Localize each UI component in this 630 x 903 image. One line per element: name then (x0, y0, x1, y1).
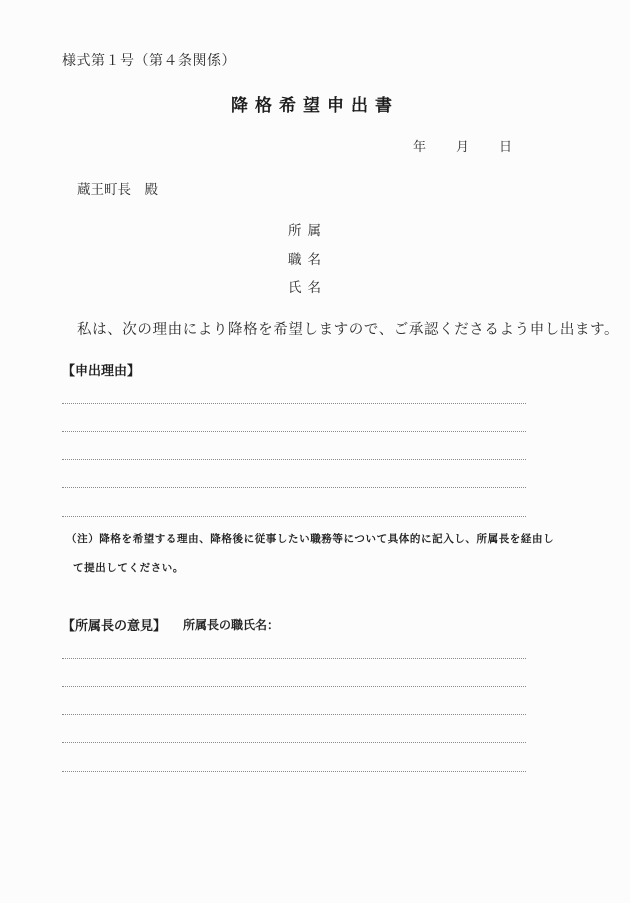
year-label: 年 (413, 140, 427, 155)
applicant-name-field[interactable] (288, 276, 327, 296)
reason-line-1[interactable] (62, 403, 526, 404)
affiliation-label: 所属 (288, 223, 327, 239)
form-number: 様式第１号（第４条関係） (62, 53, 236, 69)
chief-name-field[interactable] (183, 616, 279, 633)
chief-opinion-line-4[interactable] (62, 742, 526, 743)
chief-opinion-line-2[interactable] (62, 686, 526, 687)
reason-heading: 【申出理由】 (62, 364, 141, 379)
name-label: 氏名 (288, 280, 327, 296)
reason-line-5[interactable] (62, 516, 526, 517)
request-statement: 私は、次の理由により降格を希望しますので、ご承認くださるよう申し出ます。 (77, 322, 620, 338)
month-label: 月 (456, 140, 470, 155)
chief-name-label: 所属長の職氏名： (183, 618, 280, 632)
addressee: 蔵王町長 殿 (77, 182, 158, 198)
date-row (413, 136, 512, 155)
position-label: 職名 (288, 252, 327, 268)
chief-opinion-line-1[interactable] (62, 658, 526, 659)
document-title: 降格希望申出書 (231, 96, 399, 116)
month-field[interactable] (456, 136, 499, 155)
reason-line-4[interactable] (62, 487, 526, 488)
applicant-affiliation-field[interactable] (288, 219, 327, 239)
chief-opinion-line-3[interactable] (62, 714, 526, 715)
note-line-2: て提出してください。 (73, 562, 184, 574)
reason-line-2[interactable] (62, 431, 526, 432)
chief-opinion-line-5[interactable] (62, 771, 526, 772)
applicant-position-field[interactable] (288, 248, 327, 268)
note-line-1: （注）降格を希望する理由、降格後に従事したい職務等について具体的に記入し、所属長を経由し (66, 533, 555, 545)
day-field[interactable] (499, 136, 512, 155)
reason-line-3[interactable] (62, 459, 526, 460)
day-label: 日 (499, 140, 513, 155)
year-field[interactable] (413, 136, 456, 155)
chief-opinion-heading: 【所属長の意見】 (62, 619, 167, 634)
